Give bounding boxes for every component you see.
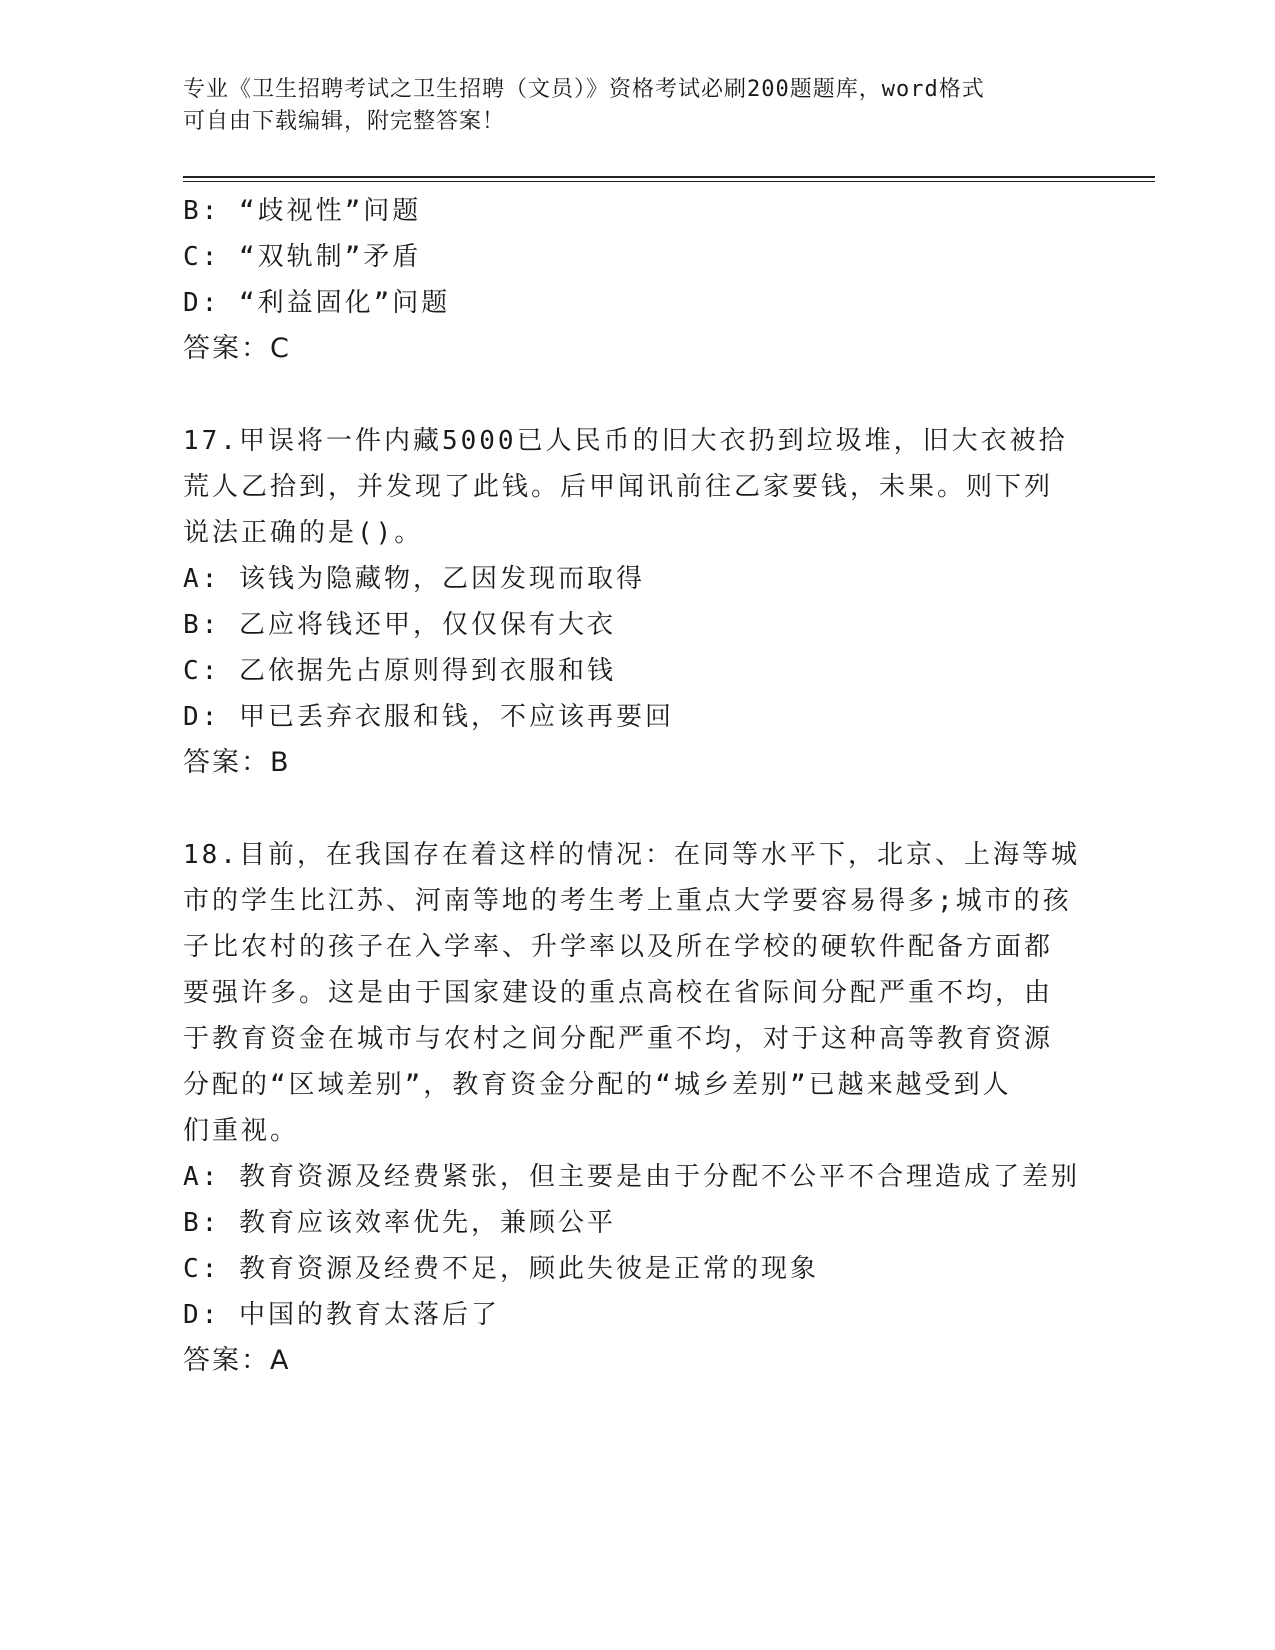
q17-answer: 答案：B [183, 747, 291, 778]
question-16 [183, 188, 1083, 372]
header-divider [183, 176, 1155, 182]
q18-stem-line3: 子比农村的孩子在入学率、升学率以及所在学校的硬软件配备方面都 [183, 932, 1054, 962]
q18-stem-line5: 于教育资金在城市与农村之间分配严重不均，对于这种高等教育资源 [183, 1024, 1054, 1054]
q18-stem-line2: 市的学生比江苏、河南等地的考生考上重点大学要容易得多;城市的孩 [183, 886, 1072, 916]
q17-stem-line2: 荒人乙拾到，并发现了此钱。后甲闻讯前往乙家要钱，未果。则下列 [183, 472, 1054, 502]
question-18 [183, 832, 1083, 1384]
q17-option-a: A: 该钱为隐藏物，乙因发现而取得 [183, 564, 645, 594]
q17-option-d: D: 甲已丢弃衣服和钱，不应该再要回 [183, 702, 674, 732]
q17-stem-line3: 说法正确的是()。 [183, 518, 424, 548]
q18-option-b: B: 教育应该效率优先，兼顾公平 [183, 1208, 616, 1238]
q18-stem-line4: 要强许多。这是由于国家建设的重点高校在省际间分配严重不均，由 [183, 978, 1054, 1008]
q17-option-c: C: 乙依据先占原则得到衣服和钱 [183, 656, 616, 686]
q16-answer: 答案：C [183, 333, 291, 364]
q16-option-b: B: “歧视性”问题 [183, 196, 422, 226]
q18-option-d: D: 中国的教育太落后了 [183, 1300, 500, 1330]
header-title-line2: 可自由下载编辑，附完整答案！ [183, 109, 506, 134]
q18-stem-line7: 们重视。 [183, 1116, 300, 1146]
q17-stem-line1: 17.甲误将一件内藏5000已人民币的旧大衣扔到垃圾堆，旧大衣被拾 [183, 426, 1068, 456]
question-17 [183, 418, 1083, 786]
q16-option-c: C: “双轨制”矛盾 [183, 242, 422, 272]
q17-option-b: B: 乙应将钱还甲，仅仅保有大衣 [183, 610, 616, 640]
spacer [183, 372, 1083, 418]
header-title-line1: 专业《卫生招聘考试之卫生招聘（文员）》资格考试必刷200题题库，word格式 [183, 77, 985, 102]
spacer [183, 786, 1083, 832]
q18-stem-line1: 18.目前，在我国存在着这样的情况：在同等水平下，北京、上海等城 [183, 840, 1080, 870]
q16-option-d: D: “利益固化”问题 [183, 288, 451, 318]
question-content [183, 188, 1083, 1384]
q18-stem-line6: 分配的“区域差别”，教育资金分配的“城乡差别”已越来越受到人 [183, 1070, 1012, 1100]
q18-option-a: A: 教育资源及经费紧张，但主要是由于分配不公平不合理造成了差别 [183, 1162, 1080, 1192]
document-header [183, 74, 1063, 138]
q18-answer: 答案：A [183, 1345, 291, 1376]
q18-option-c: C: 教育资源及经费不足，顾此失彼是正常的现象 [183, 1254, 819, 1284]
